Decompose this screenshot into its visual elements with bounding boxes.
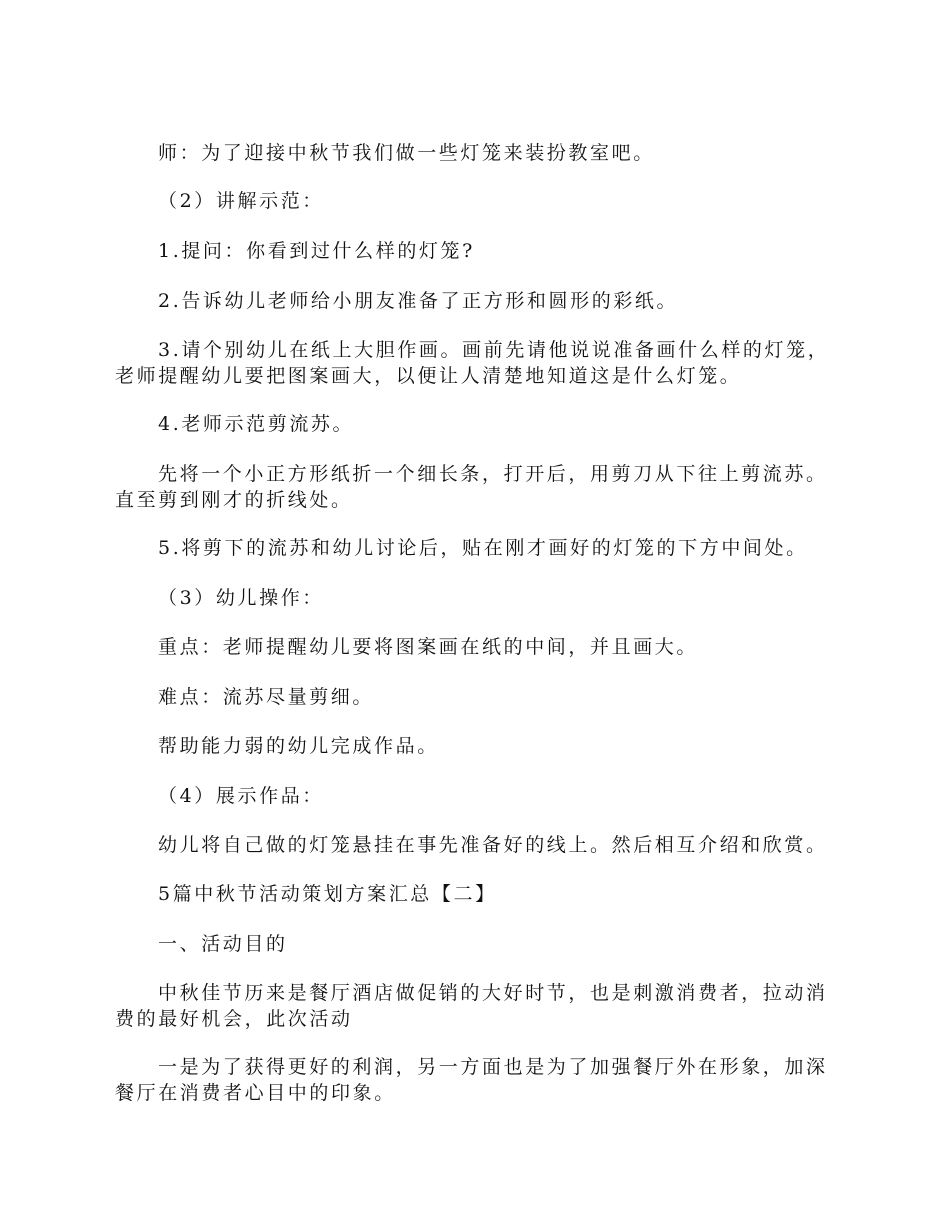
text-line: 费的最好机会，此次活动 [115,1008,353,1030]
text-line: 先将一个小正方形纸折一个细长条，打开后，用剪刀从下往上剪流苏。 [158,463,828,485]
text-line: （3）幼儿操作： [158,587,324,609]
text-line: 餐厅在消费者心目中的印象。 [115,1082,396,1104]
paragraph-key-point [158,634,698,660]
text-line: 5.将剪下的流苏和幼儿讨论后，贴在刚才画好的灯笼的下方中间处。 [158,537,808,559]
text-line: （4）展示作品： [158,785,324,807]
paragraph-purpose-intro [115,980,828,1032]
text-line: 帮助能力弱的幼儿完成作品。 [158,735,439,757]
text-line: 2.告诉幼儿老师给小朋友准备了正方形和圆形的彩纸。 [158,290,679,312]
text-line: 直至剪到刚才的折线处。 [115,489,353,511]
paragraph-section-4-heading [158,783,324,809]
section-title-part-two [158,881,497,907]
text-line: 中秋佳节历来是餐厅酒店做促销的大好时节，也是刺激消费者，拉动消 [158,982,828,1004]
paragraph-teacher-intro [158,140,655,166]
text-line: 一是为了获得更好的利润，另一方面也是为了加强餐厅外在形象，加深 [158,1056,828,1078]
paragraph-step-4 [158,411,354,437]
heading-activity-purpose [158,931,288,957]
paragraph-step-3 [115,337,829,389]
paragraph-step-1 [158,238,475,264]
text-line: 3.请个别幼儿在纸上大胆作画。画前先请他说说准备画什么样的灯笼， [158,339,830,361]
paragraph-display [158,832,828,858]
text-line: 难点：流苏尽量剪细。 [158,686,375,708]
paragraph-step-2 [158,288,678,314]
paragraph-step-5 [158,535,808,561]
paragraph-section-3-heading [158,585,324,611]
text-line: 4.老师示范剪流苏。 [158,413,355,435]
text-line: 一、活动目的 [158,933,288,955]
text-line: 老师提醒幼儿要把图案画大，以便让人清楚地知道这是什么灯笼。 [115,365,742,387]
text-line: 1.提问：你看到过什么样的灯笼? [158,240,475,262]
text-line: （2）讲解示范： [158,190,324,212]
paragraph-purpose-detail [115,1054,828,1106]
paragraph-tassel-instructions [115,461,828,513]
paragraph-assist [158,733,439,759]
paragraph-difficulty [158,684,374,710]
text-line: 5篇中秋节活动策划方案汇总【二】 [158,883,497,905]
paragraph-section-2-heading [158,188,324,214]
text-line: 师：为了迎接中秋节我们做一些灯笼来装扮教室吧。 [158,142,655,164]
text-line: 重点：老师提醒幼儿要将图案画在纸的中间，并且画大。 [158,636,699,658]
text-line: 幼儿将自己做的灯笼悬挂在事先准备好的线上。然后相互介绍和欣赏。 [158,834,828,856]
